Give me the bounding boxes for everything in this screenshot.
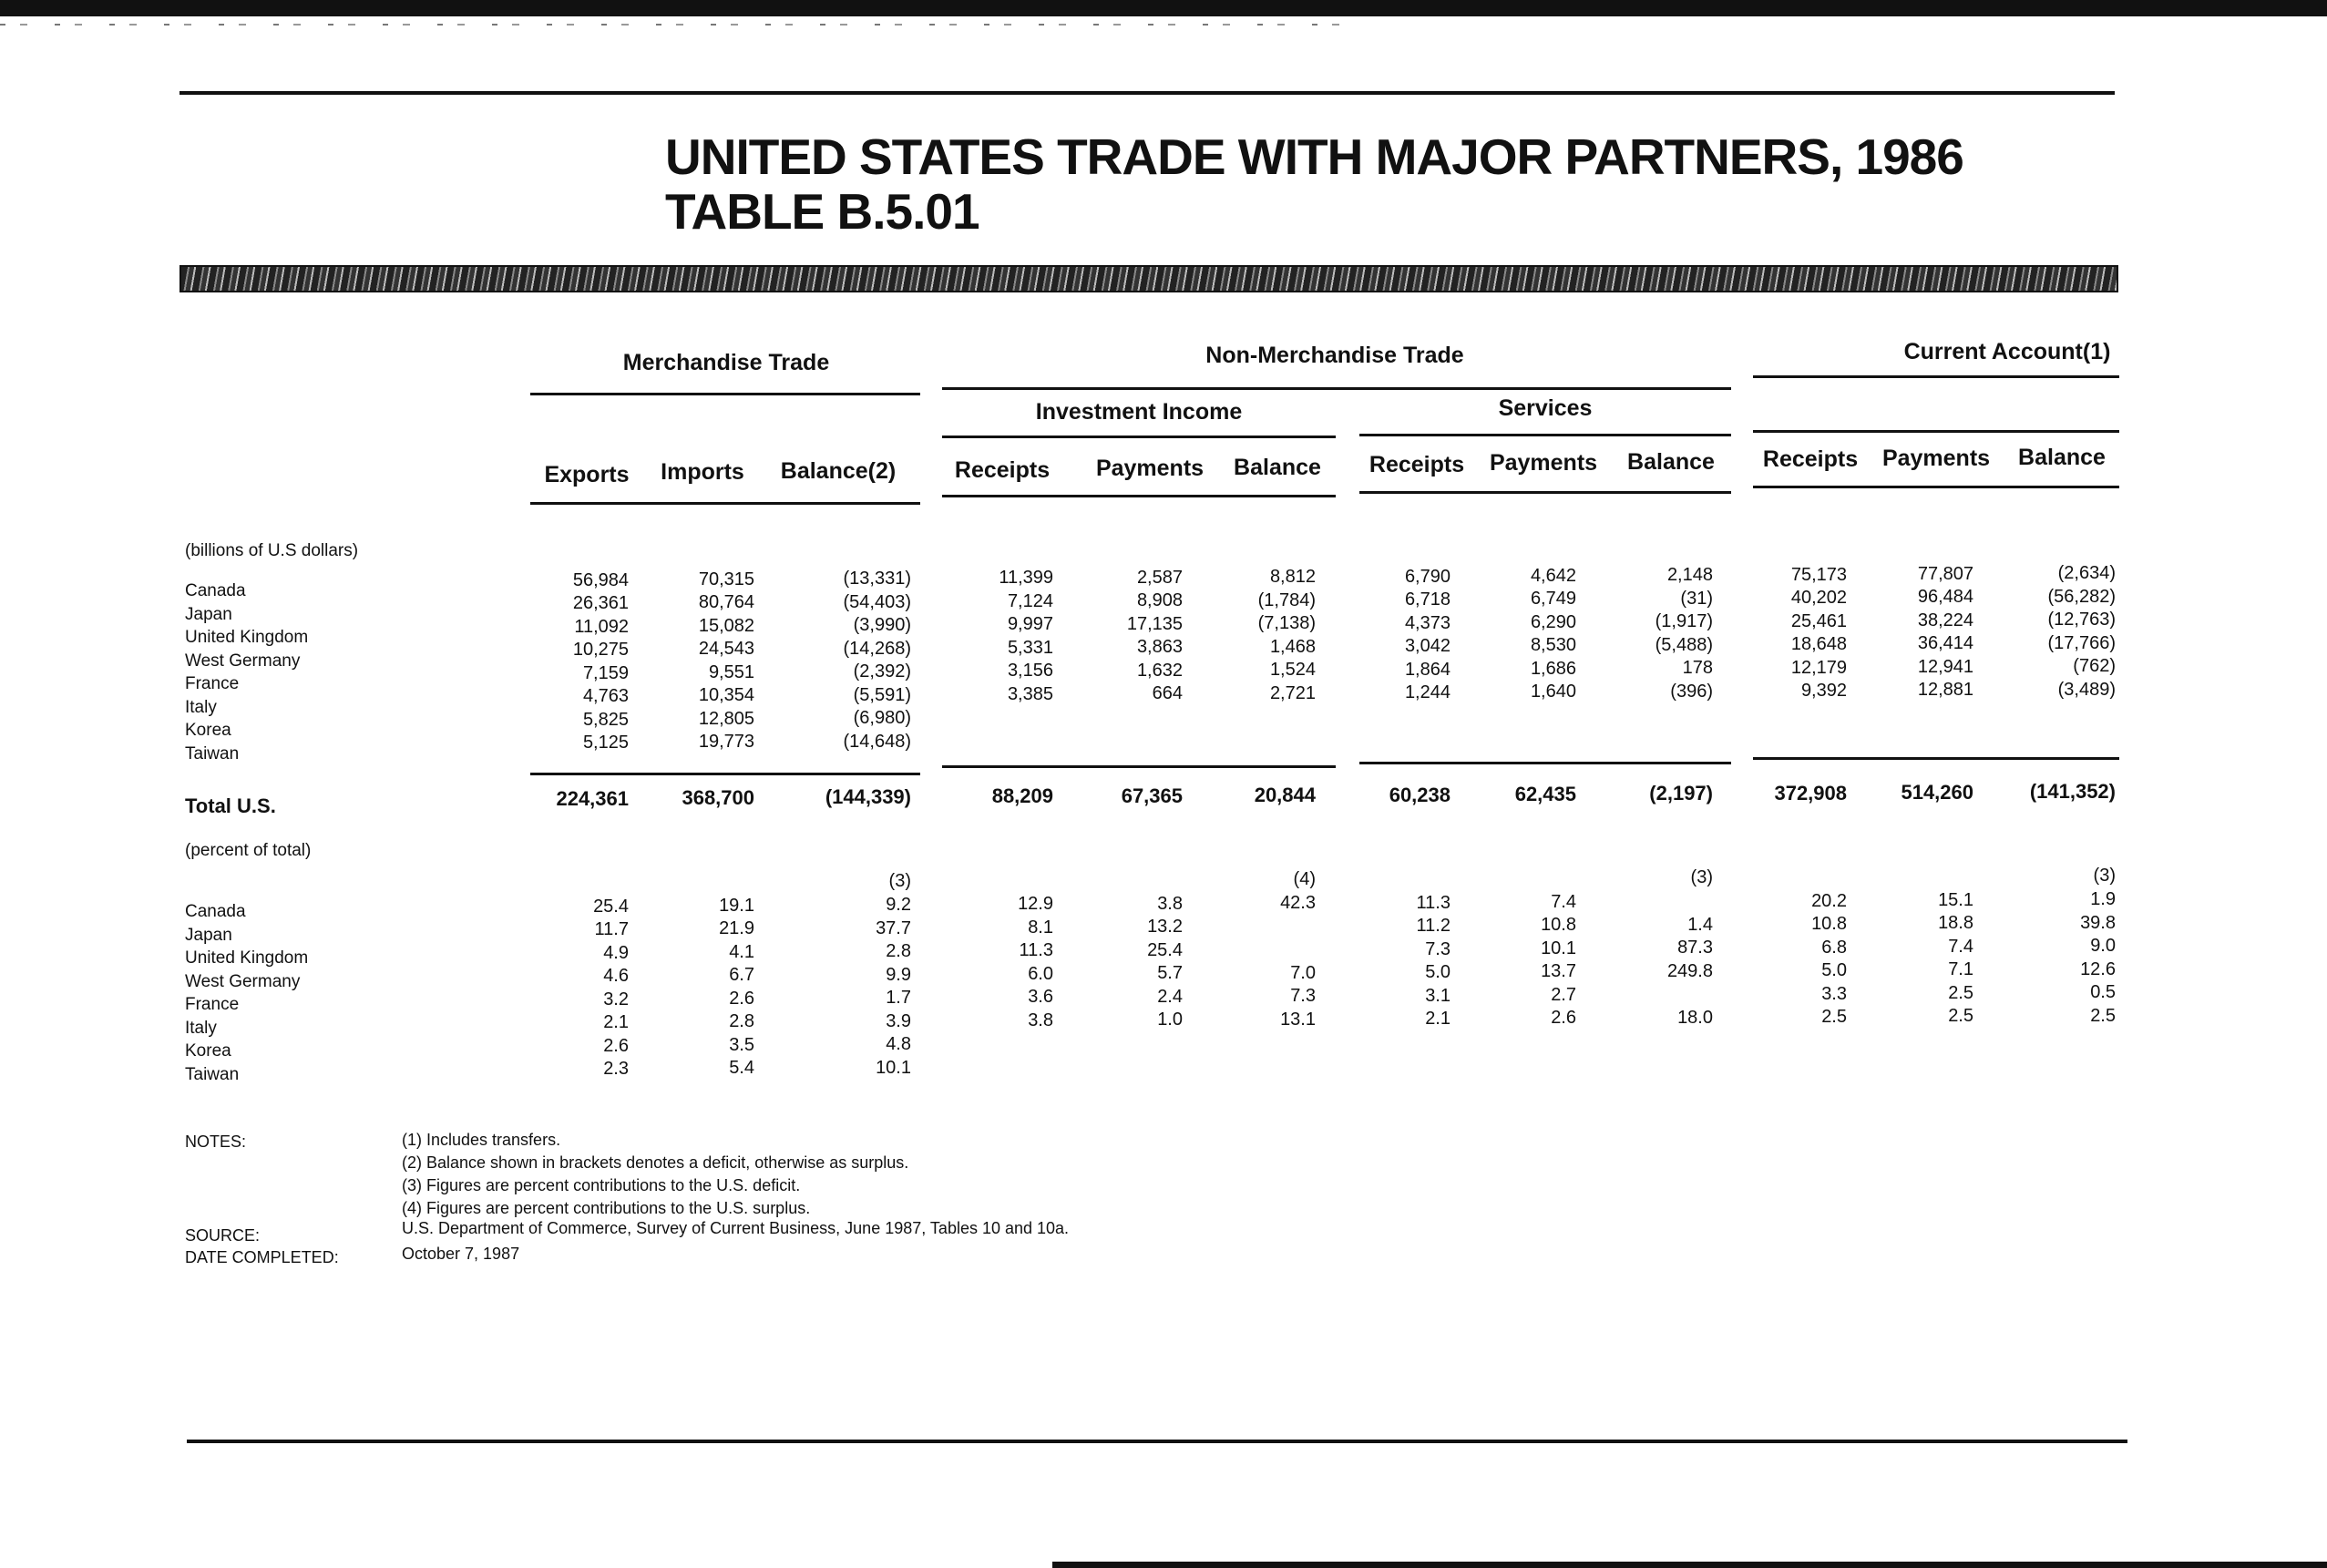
note-1: (1) Includes transfers. xyxy=(402,1131,561,1149)
table-cell: 2.1 xyxy=(603,1012,629,1033)
total-rule-inv xyxy=(942,765,1336,768)
table-cell: 8,908 xyxy=(1136,590,1183,611)
table-cell: 5,125 xyxy=(582,733,629,753)
table-cell: (56,282) xyxy=(2047,586,2116,607)
table-cell: (5,488) xyxy=(1655,634,1713,655)
table-cell: 7,124 xyxy=(1007,590,1053,611)
table-cell: 1.7 xyxy=(886,988,911,1009)
table-cell: 19,773 xyxy=(698,732,754,753)
table-cell: 15.1 xyxy=(1938,889,1973,910)
table-cell: 2.6 xyxy=(729,988,754,1009)
row-label: Korea xyxy=(185,1041,231,1061)
table-cell: (7,138) xyxy=(1257,613,1316,634)
table-cell: (4) xyxy=(1293,869,1316,890)
table-cell: 2.5 xyxy=(2090,1005,2116,1026)
col-underline-svc xyxy=(1359,491,1731,494)
table-cell: 3.1 xyxy=(1425,985,1451,1006)
table-cell: 2.4 xyxy=(1157,986,1183,1007)
table-cell: 10,275 xyxy=(572,640,629,661)
table-cell: (3) xyxy=(888,871,911,892)
table-cell: 6,749 xyxy=(1530,589,1576,610)
row-label: Total U.S. xyxy=(185,794,276,817)
table-cell: 12,805 xyxy=(698,708,754,729)
top-rule xyxy=(179,91,2115,95)
table-cell: 40,202 xyxy=(1790,588,1847,609)
table-cell: 87.3 xyxy=(1677,938,1713,958)
table-cell: 62,435 xyxy=(1514,782,1576,805)
table-cell: (1,784) xyxy=(1257,589,1316,610)
row-label: Korea xyxy=(185,721,231,740)
row-label: West Germany xyxy=(185,651,301,671)
col-underline-merch xyxy=(530,502,920,505)
table-cell: 3.6 xyxy=(1028,987,1053,1008)
bottom-scan-border xyxy=(1052,1562,2327,1568)
merchandise-underline xyxy=(530,393,920,395)
row-label: United Kingdom xyxy=(185,628,309,647)
table-cell: 18.0 xyxy=(1677,1007,1713,1028)
services-heading: Services xyxy=(1498,395,1593,421)
table-cell: 664 xyxy=(1152,683,1183,704)
table-cell: 372,908 xyxy=(1774,781,1847,804)
table-cell: 10.1 xyxy=(876,1057,911,1078)
table-cell: 20,844 xyxy=(1254,784,1316,807)
row-label: United Kingdom xyxy=(185,948,309,968)
row-label: Italy xyxy=(185,697,217,717)
table-cell: 8,530 xyxy=(1530,635,1576,656)
col-inv-balance: Balance xyxy=(1234,455,1321,480)
table-cell: (17,766) xyxy=(2047,632,2116,653)
table-cell: 2.1 xyxy=(1425,1009,1451,1030)
table-cell: 2.8 xyxy=(729,1011,754,1032)
current-account-heading: Current Account(1) xyxy=(1903,339,2111,364)
row-label: Canada xyxy=(185,581,246,600)
table-cell: (14,648) xyxy=(843,731,911,752)
table-cell: 11.2 xyxy=(1416,916,1451,937)
table-cell: 37.7 xyxy=(876,917,911,938)
table-cell: 9.2 xyxy=(886,895,911,916)
col-merch-balance: Balance(2) xyxy=(780,458,897,484)
table-cell: 96,484 xyxy=(1917,587,1973,608)
table-cell: 4.9 xyxy=(603,942,629,963)
table-cell: 21.9 xyxy=(719,918,754,939)
table-cell: 10.1 xyxy=(1541,938,1576,958)
table-cell: 4.8 xyxy=(886,1034,911,1055)
col-svc-payments: Payments xyxy=(1489,450,1598,476)
table-cell: 7.4 xyxy=(1551,891,1576,912)
current-account-underline xyxy=(1753,375,2119,378)
table-cell: (144,339) xyxy=(825,785,911,809)
table-cell: 3.8 xyxy=(1157,893,1183,914)
table-cell: (54,403) xyxy=(843,591,911,612)
table-cell: 4,373 xyxy=(1404,612,1451,633)
table-cell: 2.8 xyxy=(886,941,911,962)
table-cell: 9,551 xyxy=(708,661,754,682)
table-cell: 25,461 xyxy=(1790,610,1847,631)
table-cell: (141,352) xyxy=(2029,780,2116,804)
table-cell: 18.8 xyxy=(1938,913,1973,934)
table-cell: 70,315 xyxy=(698,569,754,589)
table-cell: 15,082 xyxy=(698,615,754,636)
table-cell: 7.4 xyxy=(1948,936,1973,957)
table-cell: 77,807 xyxy=(1917,563,1973,584)
table-cell: 9,997 xyxy=(1007,614,1053,635)
table-cell: 12,941 xyxy=(1917,656,1973,677)
table-cell: 2.5 xyxy=(1821,1007,1847,1028)
table-cell: 6.8 xyxy=(1821,937,1847,958)
unit-label-billions: (billions of U.S dollars) xyxy=(185,541,359,560)
row-label: Japan xyxy=(185,604,232,624)
table-cell: 0.5 xyxy=(2090,982,2116,1003)
table-cell: 60,238 xyxy=(1389,783,1451,806)
col-inv-payments: Payments xyxy=(1095,456,1205,481)
title-band xyxy=(179,265,2118,292)
table-cell: 4,763 xyxy=(582,686,629,707)
table-cell: 1,686 xyxy=(1530,658,1576,679)
table-cell: (1,917) xyxy=(1655,611,1713,632)
table-cell: 4,642 xyxy=(1530,565,1576,586)
date-completed-value: October 7, 1987 xyxy=(402,1245,520,1263)
table-cell: 6.7 xyxy=(729,965,754,986)
table-cell: 5.0 xyxy=(1821,960,1847,981)
table-cell: 4.6 xyxy=(603,966,629,987)
scan-noise xyxy=(0,24,1367,26)
table-cell: (5,591) xyxy=(853,684,911,705)
note-2: (2) Balance shown in brackets denotes a deficit, otherwise as surplus. xyxy=(402,1153,909,1172)
table-cell: 10,354 xyxy=(698,685,754,706)
table-cell: 2.5 xyxy=(1948,1006,1973,1027)
table-cell: (2,197) xyxy=(1649,782,1713,805)
table-cell: 19.1 xyxy=(719,895,754,916)
note-4: (4) Figures are percent contributions to the U.S. surplus. xyxy=(402,1199,811,1217)
table-cell: 9.9 xyxy=(886,964,911,985)
table-cell: (3) xyxy=(1690,867,1713,888)
table-cell: 12,881 xyxy=(1917,680,1973,701)
total-rule-merch xyxy=(530,773,920,775)
row-label: Taiwan xyxy=(185,1064,240,1084)
table-cell: 6,790 xyxy=(1404,566,1451,587)
table-cell: (2,634) xyxy=(2057,563,2116,584)
table-cell: 224,361 xyxy=(556,786,629,810)
table-cell: 24,543 xyxy=(698,639,754,660)
table-cell: 3.3 xyxy=(1821,983,1847,1004)
current-account-underline-2 xyxy=(1753,430,2119,433)
table-cell: 368,700 xyxy=(682,785,754,809)
table-cell: (2,392) xyxy=(853,661,911,682)
table-cell: 178 xyxy=(1682,658,1713,679)
table-cell: 2.3 xyxy=(603,1059,629,1080)
table-cell: 1,632 xyxy=(1136,660,1183,681)
table-cell: 9,392 xyxy=(1800,681,1847,702)
table-cell: 5,331 xyxy=(1007,637,1053,658)
table-cell: 1,640 xyxy=(1530,682,1576,702)
table-cell: 8,812 xyxy=(1269,567,1316,588)
table-cell: 2,721 xyxy=(1269,682,1316,703)
investment-income-underline xyxy=(942,436,1336,438)
non-merchandise-underline xyxy=(942,387,1731,390)
table-cell: 17,135 xyxy=(1126,613,1183,634)
col-ca-balance: Balance xyxy=(2018,445,2106,470)
table-cell: 3,385 xyxy=(1007,683,1053,704)
table-cell: 56,984 xyxy=(572,569,629,590)
row-label: France xyxy=(185,995,240,1014)
table-cell: 75,173 xyxy=(1790,564,1847,585)
col-imports: Imports xyxy=(661,459,744,485)
table-cell: 3,042 xyxy=(1404,636,1451,657)
table-cell: (396) xyxy=(1670,681,1713,702)
table-cell: 42.3 xyxy=(1280,893,1316,914)
table-cell: 1,244 xyxy=(1404,682,1451,703)
table-number: TABLE B.5.01 xyxy=(665,183,979,240)
table-cell: 12.6 xyxy=(2080,958,2116,979)
col-ca-receipts: Receipts xyxy=(1762,446,1859,472)
table-cell: 514,260 xyxy=(1901,780,1973,804)
table-cell: 5,825 xyxy=(582,709,629,730)
col-underline-ca xyxy=(1753,486,2119,488)
table-cell: 3.8 xyxy=(1028,1009,1053,1030)
table-cell: 2,148 xyxy=(1666,565,1713,586)
table-cell: 20.2 xyxy=(1811,890,1847,911)
col-svc-balance: Balance xyxy=(1627,449,1715,475)
table-cell: 88,209 xyxy=(991,784,1053,808)
investment-income-heading: Investment Income xyxy=(1035,399,1243,425)
row-label: Italy xyxy=(185,1018,217,1038)
table-cell: (762) xyxy=(2073,656,2116,677)
table-cell: 3,156 xyxy=(1007,661,1053,682)
table-cell: 1.4 xyxy=(1687,914,1713,935)
table-cell: 3.2 xyxy=(603,989,629,1009)
table-cell: 1,468 xyxy=(1269,636,1316,657)
table-cell: 11,092 xyxy=(574,616,629,637)
table-cell: 8.1 xyxy=(1028,917,1053,938)
table-cell: 13.2 xyxy=(1147,917,1183,938)
table-cell: 11.7 xyxy=(594,919,629,940)
table-cell: 3.9 xyxy=(886,1010,911,1031)
non-merchandise-trade-heading: Non-Merchandise Trade xyxy=(1205,343,1464,368)
table-cell: (31) xyxy=(1680,588,1713,609)
table-cell: 38,224 xyxy=(1917,610,1973,630)
table-cell: 5.0 xyxy=(1425,962,1451,983)
col-ca-payments: Payments xyxy=(1881,446,1991,471)
table-cell: 5.7 xyxy=(1157,963,1183,984)
table-cell: 12.9 xyxy=(1018,894,1053,915)
merchandise-trade-heading: Merchandise Trade xyxy=(622,350,830,375)
table-cell: 36,414 xyxy=(1917,633,1973,654)
unit-label-percent: (percent of total) xyxy=(185,841,312,860)
table-cell: 80,764 xyxy=(698,592,754,613)
table-cell: 10.8 xyxy=(1811,914,1847,935)
table-cell: 5.4 xyxy=(729,1058,754,1079)
table-cell: 2.5 xyxy=(1948,982,1973,1003)
notes-label: NOTES: xyxy=(185,1132,247,1151)
table-cell: 2.7 xyxy=(1551,984,1576,1005)
col-inv-receipts: Receipts xyxy=(954,457,1051,483)
col-svc-receipts: Receipts xyxy=(1369,452,1465,477)
table-cell: 11,399 xyxy=(999,568,1053,589)
total-rule-ca xyxy=(1753,757,2119,760)
row-label: Canada xyxy=(185,902,246,921)
table-cell: 18,648 xyxy=(1790,634,1847,655)
bottom-rule xyxy=(187,1440,2127,1443)
services-underline xyxy=(1359,434,1731,436)
total-rule-svc xyxy=(1359,762,1731,764)
row-label: West Germany xyxy=(185,971,301,991)
table-cell: 39.8 xyxy=(2080,912,2116,933)
top-scan-border xyxy=(0,0,2327,16)
table-cell: 2.6 xyxy=(603,1035,629,1056)
row-label: France xyxy=(185,674,240,693)
table-cell: (14,268) xyxy=(843,638,911,659)
col-underline-inv xyxy=(942,495,1336,497)
table-cell: 7,159 xyxy=(582,662,629,683)
table-cell: 6.0 xyxy=(1028,963,1053,984)
table-cell: 13.1 xyxy=(1280,1009,1316,1030)
table-cell: 7.1 xyxy=(1948,959,1973,980)
table-cell: 7.3 xyxy=(1425,938,1451,959)
table-cell: 1.9 xyxy=(2090,889,2116,910)
date-completed-label: DATE COMPLETED: xyxy=(185,1248,339,1266)
row-label: Japan xyxy=(185,925,232,945)
table-cell: 25.4 xyxy=(593,896,629,917)
table-cell: 12,179 xyxy=(1790,657,1847,678)
table-cell: (12,763) xyxy=(2047,610,2116,630)
source-text: U.S. Department of Commerce, Survey of Current Business, June 1987, Tables 10 and 10a. xyxy=(402,1219,1070,1237)
col-exports: Exports xyxy=(544,462,630,487)
table-cell: 9.0 xyxy=(2090,936,2116,957)
source-label: SOURCE: xyxy=(185,1226,261,1245)
table-cell: 26,361 xyxy=(572,593,629,614)
table-cell: 11.3 xyxy=(1019,940,1053,961)
table-cell: 4.1 xyxy=(729,941,754,962)
table-cell: (3,489) xyxy=(2057,679,2116,700)
note-3: (3) Figures are percent contributions to the U.S. deficit. xyxy=(402,1176,801,1194)
table-cell: 10.8 xyxy=(1541,915,1576,936)
table-cell: 7.3 xyxy=(1290,986,1316,1007)
row-label: Taiwan xyxy=(185,743,240,764)
table-cell: 7.0 xyxy=(1290,962,1316,983)
table-cell: (3) xyxy=(2093,866,2116,886)
table-cell: 13.7 xyxy=(1541,961,1576,982)
table-cell: (13,331) xyxy=(843,569,911,589)
table-cell: 3,863 xyxy=(1136,637,1183,658)
table-cell: 25.4 xyxy=(1147,939,1183,960)
table-cell: 11.3 xyxy=(1416,892,1451,913)
table-cell: 2.6 xyxy=(1551,1008,1576,1029)
table-cell: 3.5 xyxy=(729,1034,754,1055)
table-cell: 2,587 xyxy=(1136,567,1183,588)
table-cell: 1,524 xyxy=(1269,660,1316,681)
table-cell: 6,718 xyxy=(1404,589,1451,610)
table-cell: (3,990) xyxy=(853,615,911,636)
table-cell: (6,980) xyxy=(853,708,911,729)
table-cell: 1,864 xyxy=(1404,659,1451,680)
table-cell: 67,365 xyxy=(1121,784,1183,807)
table-cell: 6,290 xyxy=(1530,611,1576,632)
table-cell: 1.0 xyxy=(1157,1009,1183,1030)
document-title: UNITED STATES TRADE WITH MAJOR PARTNERS, 1986 xyxy=(665,128,1963,185)
table-cell: 249.8 xyxy=(1666,960,1713,981)
